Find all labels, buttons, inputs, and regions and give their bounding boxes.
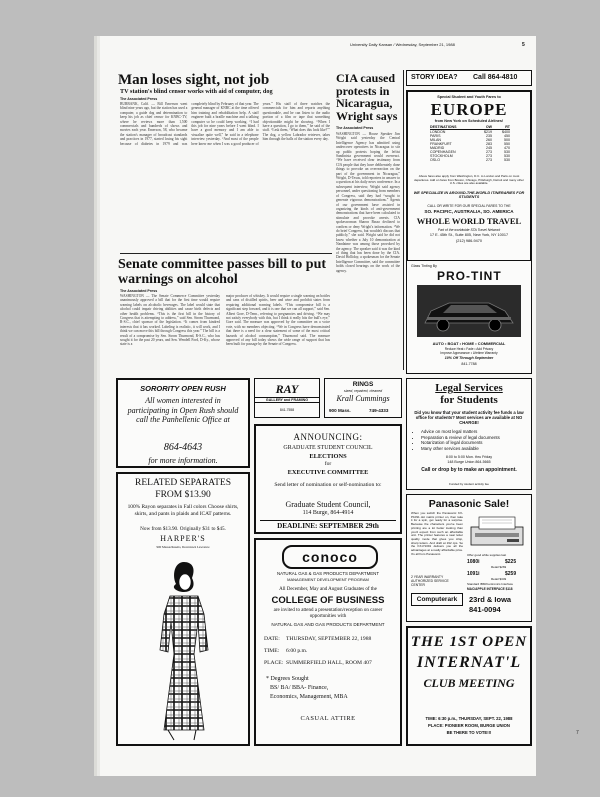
- fare-ow: 260: [486, 138, 492, 142]
- europe-eyebrow: Special Student and Youth Fares to: [437, 95, 501, 99]
- price1-model: 1080i: [467, 559, 480, 565]
- fare-city: PARIS: [430, 134, 441, 138]
- europe-brand: WHOLE WORLD TRAVEL: [416, 216, 522, 226]
- time-label: TIME:: [264, 648, 280, 654]
- legal-title-1: Legal Services: [435, 382, 503, 394]
- byline-blind-censor: The Associated Press: [120, 97, 158, 101]
- europe-regions: SO. PACIFIC, AUSTRALIA, SO. AMERICA: [424, 209, 514, 214]
- panasonic-ad: [406, 494, 532, 622]
- gsc-committee: EXECUTIVE COMMITTEE: [287, 469, 369, 476]
- gsc-send: Send letter of nomination or self-nomination to:: [274, 482, 382, 488]
- fare-ow: 273: [486, 154, 492, 158]
- sorority-rush-ad: [116, 378, 250, 468]
- europe-address: 17 E. 45th St., Suite 805, New York, NY 10017: [429, 233, 509, 237]
- legal-service-item: • Advice on most legal matters: [421, 429, 537, 435]
- story-idea-phone: Call 864-4810: [473, 74, 518, 81]
- body-nicaragua: WASHINGTON — House Speaker Jim Wright said yesterday the Central Intelligence Agency has admitted using undercover operatives in Nicaragua to stir up public protests hoping the leftist Sandinista government would overreact. “We have received clear testimony from CIA people that they have deliberately done things to provoke an overreaction on the part of the government in Nicaragua,” Wright, D-Texas, told reporters in answer to a question at his daily news conference. In a subsequent interview, Wright said agency personnel, under questioning from members of Congress, said they had “sought to generate vigorous demonstrations.” Agents of our government have assisted in organizing the kinds of anti-government demonstrations that have been calculated to stimulate and provoke arrests. CIA spokeswoman Sharon Basso declined to confirm or deny Wright's information. “We do brief Congress, but wouldn't discuss that publicly,” she said. Wright said he did not know whether a July 10 demonstration at Nandaime was among those provoked by the agency. The speaker said it was the kind of thing that has been done by the CIA. David Holliday, a spokesman for the Senate Intelligence Committee, said the committee holds closed hearings on the work of the agency.: [336, 132, 400, 273]
- europe-title: EUROPE: [430, 100, 508, 119]
- legal-service-item: • Many other services available: [421, 446, 537, 452]
- europe-subtitle: from New York on Scheduled Airlines!: [434, 119, 504, 123]
- conoco-ad: [254, 538, 402, 746]
- place-label: PLACE:: [264, 660, 284, 666]
- club-be-there: BE THERE TO VOTE!!!: [446, 730, 492, 735]
- legal-services-list: [413, 429, 537, 451]
- rings-title: RINGS: [352, 381, 374, 388]
- conoco-company: NATURAL GAS & GAS PRODUCTS DEPARTMENT: [276, 571, 380, 576]
- gallery-brand: RAY: [275, 382, 299, 396]
- conoco-time: 6:00 p.m.: [286, 648, 308, 654]
- rings-phone: 749-4333: [369, 408, 389, 413]
- legal-service-item: • Notarization of legal documents: [421, 440, 537, 446]
- conoco-program: MANAGEMENT DEVELOPMENT PROGRAM: [287, 577, 369, 582]
- fare-city: FRANKFURT: [430, 142, 452, 146]
- page-header: [100, 36, 536, 50]
- body-senate-right: major producer of whiskey. It would require a single warning on bottles and cans of distilled spirits, beer and wine and prohibit states from requiring additional warning labels. “This compromise bill is a significant step forward, and it is one that we can all support,” said Sen. Albert Gore, D-Tenn., referring to pregnancies and driving. “We may not satisfy everybody with this, but I think it really hits the bull's eye,” Gore said. The measure was approved by the committee on a voice vote, with no members objecting. “We in Congress have demonstrated that there is a need for a clear statement of some of the most critical hazards of alcohol consumption,” Thurmond said. The measure approved of any bill today shows the wide range of support that has been built for passage by the Senate of Congress.: [226, 294, 330, 347]
- club-time: TIME: 6:30 p.m., THURSDAY, SEPT. 22, 1988: [425, 716, 513, 721]
- europe-specialize: WE SPECIALIZE IN AROUND-THE-WORLD ITINERARIES FOR STUDENTS: [413, 191, 525, 200]
- fare-city: OSLO: [430, 158, 440, 162]
- panasonic-address: 23rd & Iowa: [469, 595, 512, 604]
- conoco-logo: conoco: [282, 545, 378, 569]
- europe-fine-print: Above fares also apply from Washington, D.C. to London and Paris on most departures. Add on fares from Boston, Chicago, Pittsburgh, Detroit and many other U.S. cities are also available.: [414, 174, 524, 186]
- fare-ow: 273: [486, 150, 492, 154]
- legal-question: Did you know that your student activity fee funds a law office for students? Most services are available at NO CHARGE!: [414, 410, 524, 425]
- conoco-degrees: * Degrees Sought: [266, 676, 309, 682]
- club-line3: CLUB MEETING: [423, 676, 515, 690]
- sorority-title: SORORITY OPEN RUSH: [140, 384, 226, 393]
- fare-city: STOCKHOLM: [430, 154, 453, 158]
- conoco-dept: NATURAL GAS AND GAS PRODUCTS DEPARTMENT: [271, 622, 385, 627]
- gsc-announcing: ANNOUNCING:: [293, 432, 363, 442]
- price2-retail: Retail $349: [491, 577, 507, 581]
- fare-rt: 470: [504, 146, 510, 150]
- body-blind-censor: BURBANK, Calif. — Bill Emerson went blind nine years ago, but the station has used a computer, a guide dog and determination to keep his job as chief censor for KNBC-TV, where he reviews more than 1,500 commercials and hundreds of shows and movies each year. Emerson, 58, who became the station's manager of broadcast standards and practices in 1977, started losing his sight because of diabetes in 1979 and was completely blind by February of that year. The general manager of KNBC at the time offered him training and rehabilitation help. A staff engineer built a braille machine and a talking computer so he could keep working. “I had this job for nine years before I went blind. I have a good memory and I am able to visualize quite well,” he said in a telephone interview yesterday. “And most of the people here knew me when I was a good producer of years.” His staff of three watches the commercials for him and reports anything questionable, and he can listen to the audio portion of a film or tape that something objectionable might be showing. “When I have a question, I go to them,” he said of the staff. “I ask them, ‘What does this look like?’” The dog, a yellow Labrador retriever, takes him through the halls of the station every day.: [120, 102, 330, 146]
- protint-details: Reduce Heat • Fade • Add Privacy: [444, 347, 494, 351]
- story-idea-ad: [406, 70, 532, 86]
- fare-ow: 245: [486, 146, 492, 150]
- newspaper-page: [100, 36, 536, 776]
- separates-title: RELATED SEPARATES: [135, 478, 231, 488]
- club-line2: INTERNAT'L: [416, 654, 522, 671]
- margin-mark: 7: [576, 730, 579, 736]
- fare-rt: 530: [504, 154, 510, 158]
- rings-ad: [324, 378, 402, 418]
- conoco-degree-list2: Economics, Management, MBA: [270, 694, 348, 700]
- gsc-org: Graduate Student Council,: [285, 500, 371, 509]
- price1: $225: [505, 559, 517, 565]
- europe-ad: [406, 90, 532, 274]
- fare-col-ow: OW: [485, 125, 492, 129]
- byline-nicaragua: The Associated Press: [336, 126, 374, 130]
- separates-price: FROM $13.90: [155, 490, 211, 500]
- fare-rt: 500: [504, 138, 510, 142]
- legal-cta: Call or drop by to make an appointment.: [421, 467, 517, 473]
- fare-ow: $219: [484, 130, 492, 134]
- protint-discount: 10% Off Through September: [444, 356, 494, 360]
- protint-ad: [406, 260, 532, 374]
- legal-service-item: • Preparation & review of legal documents: [421, 435, 537, 441]
- protint-details2: Improve Appearance • Lifetime Warranty: [440, 351, 498, 355]
- rings-address: 900 Mass.: [329, 408, 351, 413]
- gallery-phone: 841-7558: [279, 408, 295, 412]
- europe-phone: (212) 986-9470: [456, 239, 482, 243]
- headline-senate: Senate committee passes bill to put warnings on alcohol: [118, 257, 327, 287]
- headline-nicaragua: CIA caused protests in Nicaragua, Wright says: [336, 71, 398, 123]
- fare-city: LONDON: [430, 130, 446, 134]
- sorority-footer: for more information.: [148, 456, 218, 465]
- panasonic-warranty: 2 YEAR WARRANTY AUTHORIZED SERVICE CENTER: [411, 575, 449, 587]
- fare-col-destination: DESTINATIONS: [430, 125, 457, 129]
- fare-ow: 283: [486, 142, 492, 146]
- fare-rt: $400: [502, 130, 510, 134]
- price2: $259: [505, 571, 517, 577]
- panasonic-intro: When you switch the Panasonic KX-P1091 dot matrix printer on, then take it for a spin, get ready for a surprise. Because the characters you've been printing are a lot better looking than you'd expect from such an affordable unit. The printer features a near letter quality mode that gives you crisp, sharp letters. And draft at 192 cps. So the KX-P1091 delivers you all the advantages at a really affordable price. It's all from Panasonic.: [411, 512, 463, 556]
- body-senate-left: WASHINGTON — The Senate Commerce Committee yesterday unanimously approved a bill that for the first time would require warning labels on alcoholic beverages. The label would state that alcohol could impair driving abilities and cause birth defects and other health problems. “This is the first bill in the history of Congress that is attempting to address,” said Sen. Strom Thurmond, R-S.C., chief sponsor of the legislation. “It comes from kindred interests that it has worked. Labeling is realistic, it will work, and I think we can move this bill through Congress this year.” The bill is a result of a compromise by Sen. Strom Thurmond, R-S.C., who has sought it for the past 20 years, and Sen. Wendell Ford, D-Ky., whose state is a: [120, 294, 220, 347]
- related-separates-ad: [116, 472, 250, 746]
- panasonic-title: Panasonic Sale!: [428, 498, 510, 510]
- separates-range: Now from $13.90. Originally $31 to $45.: [140, 526, 226, 532]
- gsc-election-ad: [254, 424, 402, 534]
- masthead-line: University Daily Kansan / Wednesday, September 21, 1988: [350, 42, 455, 47]
- dealer-logo: Computerark: [411, 593, 463, 606]
- gsc-address: 114 Burge, 864-4914: [302, 510, 354, 516]
- price2-model: 1091i: [467, 571, 480, 577]
- conoco-attire: CASUAL ATTIRE: [300, 715, 356, 722]
- conoco-invite2: are invited to attend a presentation/reception on career opportunities with: [273, 608, 383, 619]
- club-place: PLACE: PIONEER ROOM, BURGE UNION: [428, 723, 510, 728]
- legal-hours: 8:00 to 5:00 Mon. thru Friday: [445, 455, 493, 459]
- gallery-ad: [254, 378, 320, 418]
- panasonic-offer: Offer good while supplies last: [467, 553, 507, 557]
- panasonic-interface: Standard IBM/Centronics Interface: [467, 582, 514, 586]
- panasonic-apple: MAC/APPLE INTERFACE $118: [467, 587, 513, 591]
- fare-rt: 530: [504, 158, 510, 162]
- fare-city: MILAN: [430, 138, 441, 142]
- byline-senate: The Associated Press: [120, 289, 158, 293]
- printer-illustration: [467, 513, 527, 551]
- club-line1: THE 1ST OPEN: [410, 634, 528, 650]
- subhead-blind-censor: TV station's blind censor works with aid of computer, dog: [120, 88, 273, 95]
- conoco-invite: All December, May and August Graduates of the: [279, 587, 377, 592]
- sorority-body: All women interested in participating in Open Rush should call the Panhellenic Office at: [127, 396, 239, 424]
- fare-col-rt: RT: [505, 125, 510, 129]
- headline-blind-censor: Man loses sight, not job: [118, 72, 270, 88]
- story-idea-label: STORY IDEA?: [411, 74, 458, 81]
- fare-rt: 450: [504, 134, 510, 138]
- protint-brand: PRO-TINT: [437, 269, 502, 283]
- europe-brand-sub: Part of the worldwide STA Travel Network: [437, 228, 501, 232]
- fashion-illustration: [138, 554, 230, 742]
- conoco-college: COLLEGE OF BUSINESS: [271, 595, 385, 606]
- gallery-line: GALLERY and FRAMING: [255, 397, 319, 403]
- rings-brand: Krall Cummings: [336, 394, 390, 403]
- panasonic-phone: 841-0094: [469, 605, 501, 614]
- legal-services-ad: [406, 378, 532, 490]
- fare-city: COPENHAGEN: [430, 150, 456, 154]
- sorority-phone: 864-4643: [163, 442, 203, 453]
- fare-row: [430, 158, 510, 162]
- legal-funded: Funded by student activity fee: [449, 482, 489, 486]
- conoco-place: SUMMERFIELD HALL, ROOM 407: [286, 660, 372, 666]
- europe-call: CALL OR WRITE FOR OUR SPECIAL FARES TO THE: [427, 204, 511, 208]
- car-illustration: [417, 285, 521, 337]
- date-label: DATE:: [264, 636, 280, 642]
- legal-location: 148 Burge Union 864-5665: [447, 460, 491, 464]
- gsc-for: for: [324, 461, 332, 467]
- price1-retail: Retail $269: [491, 565, 507, 569]
- fare-rt: 530: [504, 150, 510, 154]
- legal-title-2: for Students: [440, 394, 498, 406]
- store-address: 900 Massachusetts, Downtown Lawrence: [156, 545, 210, 549]
- separates-body: 100% Rayon separates in Fall colors Choose shirts, skirts, and pants in plaids and ICAT patterns.: [127, 504, 239, 517]
- conoco-degree-list: BS/ BA/ BBA- Finance,: [270, 685, 329, 691]
- fare-ow: 235: [486, 134, 492, 138]
- rings-line: sized, repaired, cleaned: [343, 389, 383, 393]
- store-name: HARPER'S: [160, 534, 206, 543]
- protint-services: AUTO • BOAT • HOME • COMMERCIAL: [432, 341, 506, 346]
- page-number: 5: [522, 42, 525, 48]
- fare-ow: 273: [486, 158, 492, 162]
- fare-rt: 550: [504, 142, 510, 146]
- fare-table: [430, 125, 510, 162]
- gsc-deadline: DEADLINE: SEPTEMBER 29th: [260, 520, 396, 530]
- gsc-elections: ELECTIONS: [309, 453, 347, 460]
- conoco-date: THURSDAY, SEPTEMBER 22, 1988: [286, 636, 372, 642]
- gsc-council: GRADUATE STUDENT COUNCIL: [283, 445, 373, 451]
- protint-phone: 841-7788: [461, 362, 477, 366]
- fare-city: MADRID: [430, 146, 445, 150]
- intl-club-ad: [406, 626, 532, 746]
- protint-tag: Glass Tinting By: [411, 264, 437, 268]
